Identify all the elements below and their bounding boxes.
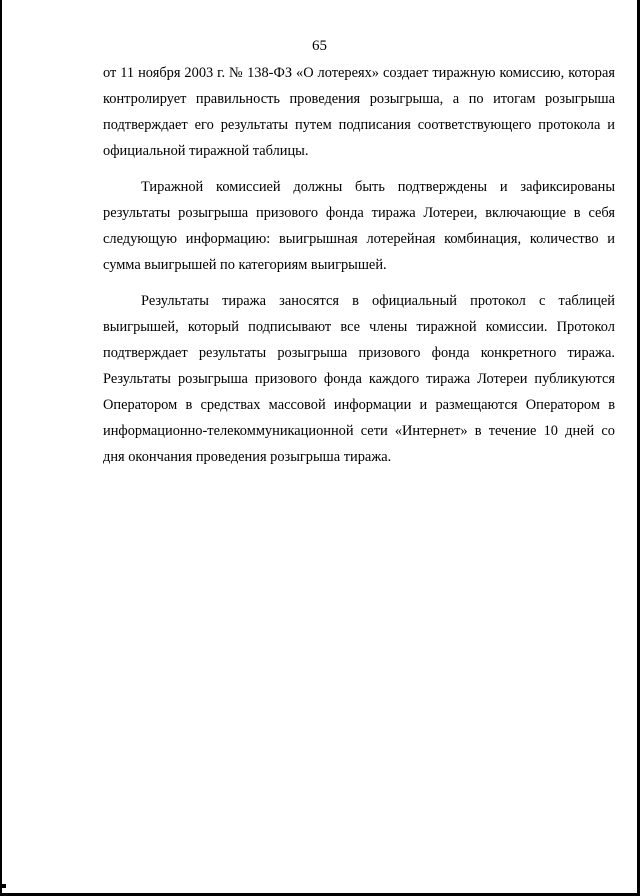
scan-artifact [2, 884, 6, 888]
page-number: 65 [312, 38, 327, 54]
paragraph-continuation: от 11 ноября 2003 г. № 138-ФЗ «О лотереях» создает тиражную комиссию, которая контролирует правильность проведения розыгрыша, а по итогам розыгрыша подтверждает его результаты путем подписания соответствующего протокола и официальной тиражной таблицы. [103, 65, 615, 159]
document-body [103, 60, 615, 470]
paragraph-draw-results: Результаты тиража заносятся в официальный протокол с таблицей выигрышей, который подписывают все члены тиражной комиссии. Протокол подтверждает результаты розыгрыша призового фонда конкретного тиража. Результаты розыгрыша призового фонда каждого тиража Лотереи публикуются Оператором в средствах массовой информации и размещаются Оператором в информационно-телекоммуникационной сети «Интернет» в течение 10 дней со дня окончания проведения розыгрыша тиража. [103, 293, 615, 465]
paragraph-commission-confirmation: Тиражной комиссией должны быть подтверждены и зафиксированы результаты розыгрыша призового фонда тиража Лотереи, включающие в себя следующую информацию: выигрышная лотерейная комбинация, количество и сумма выигрышей по категориям выигрышей. [103, 179, 615, 273]
